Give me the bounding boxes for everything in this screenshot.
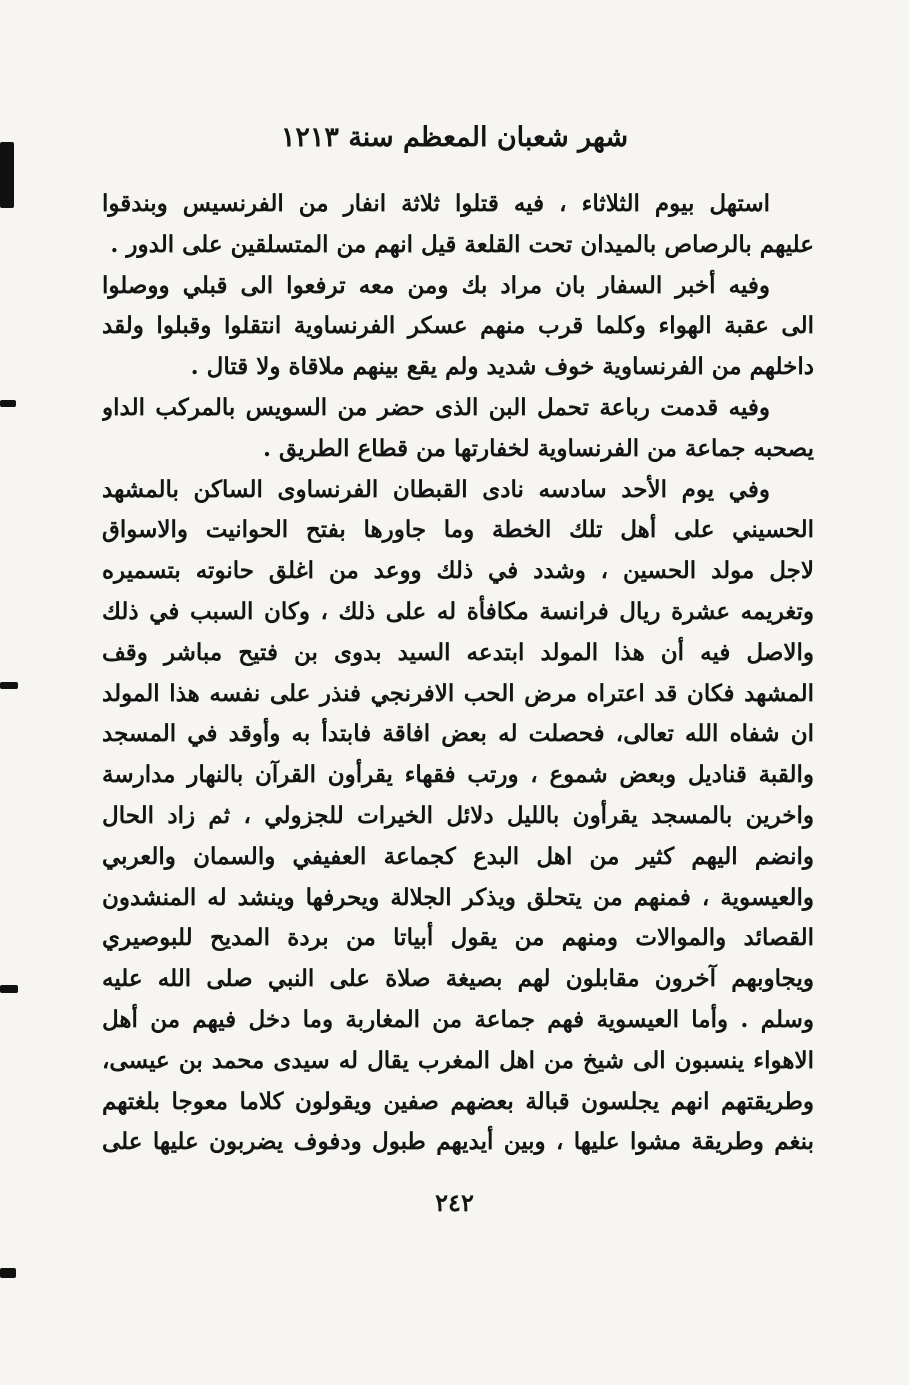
- text-line: وطريقتهم انهم يجلسون قبالة بعضهم صفين ويقولون كلاما معوجا بلغتهم: [102, 1087, 814, 1115]
- text-line: وفي يوم الأحد سادسه نادى القبطان الفرنساوى الساكن بالمشهد: [102, 475, 770, 503]
- text-line: ان شفاه الله تعالى، فحصلت له بعض افاقة فابتدأ به وأوقد في المسجد: [102, 720, 814, 748]
- text-line: والقبة قناديل وبعض شموع ، ورتب فقهاء يقرأون القرآن بالنهار مدارسة: [102, 761, 814, 789]
- text-line: المشهد فكان قد اعتراه مرض الحب الافرنجي فنذر على نفسه هذا المولد: [102, 679, 814, 707]
- text-line: بنغم وطريقة مشوا عليها ، وبين أيديهم طبول ودفوف يضربون عليها على: [102, 1128, 814, 1156]
- page-number: ٢٤٢: [435, 1188, 474, 1217]
- text-line: داخلهم من الفرنساوية خوف شديد ولم يقع بينهم ملاقاة ولا قتال .: [190, 353, 814, 381]
- text-line: عليهم بالرصاص بالميدان تحت القلعة قيل انهم من المتسلقين على الدور .: [110, 230, 814, 258]
- text-line: استهل بيوم الثلاثاء ، فيه قتلوا ثلاثة انفار من الفرنسيس وبندقوا: [102, 190, 770, 217]
- page-header-title: شهر شعبان المعظم سنة ١٢١٣: [280, 122, 629, 153]
- text-line: والاصل فيه أن هذا المولد ابتدعه السيد بدوى بن فتيح مباشر وقف: [102, 638, 814, 666]
- text-line: الاهواء ينسبون الى شيخ من اهل المغرب يقال له سيدى محمد بن عيسى،: [102, 1046, 814, 1074]
- text-line: والعيسوية ، فمنهم من يتحلق ويذكر الجلالة ويحرفها وينشد له المنشدون: [102, 883, 814, 911]
- text-line: لاجل مولد الحسين ، وشدد في ذلك ووعد من اغلق حانوته بتسميره: [102, 557, 814, 585]
- text-line: وفيه أخبر السفار بان مراد بك ومن معه ترفعوا الى قبلي ووصلوا: [102, 271, 770, 299]
- binding-edge-mark: [0, 400, 16, 407]
- text-line: واخرين بالمسجد يقرأون بالليل دلائل الخيرات للجزولي ، ثم زاد الحال: [102, 801, 814, 829]
- text-line: وانضم اليهم كثير من اهل البدع كجماعة العفيفي والسمان والعربي: [102, 842, 814, 870]
- text-line: وتغريمه عشرة ريال فرانسة مكافأة له على ذلك ، وكان السبب في ذلك: [102, 597, 814, 625]
- binding-edge-mark: [0, 682, 18, 689]
- text-line: الحسيني على أهل تلك الخطة وما جاورها بفتح الحوانيت والاسواق: [102, 516, 814, 544]
- text-line: الى عقبة الهواء وكلما قرب منهم عسكر الفرنساوية انتقلوا وقبلوا ولقد: [102, 312, 814, 340]
- text-line: القصائد والموالات ومنهم من يقول أبياتا من بردة المديح للبوصيري: [102, 924, 814, 952]
- text-line: وسلم . وأما العيسوية فهم جماعة من المغاربة وما دخل فيهم من أهل: [102, 1005, 814, 1033]
- text-line: وفيه قدمت رباعة تحمل البن الذى حضر من السويس بالمركب الداو: [102, 393, 770, 421]
- binding-edge-mark: [0, 985, 18, 993]
- body-text: [102, 184, 814, 1163]
- text-line: يصحبه جماعة من الفرنساوية لخفارتها من قطاع الطريق .: [262, 434, 814, 462]
- binding-edge-mark: [0, 1268, 16, 1278]
- text-line: ويجاوبهم آخرون مقابلون لهم بصيغة صلاة على النبي صلى الله عليه: [102, 965, 814, 993]
